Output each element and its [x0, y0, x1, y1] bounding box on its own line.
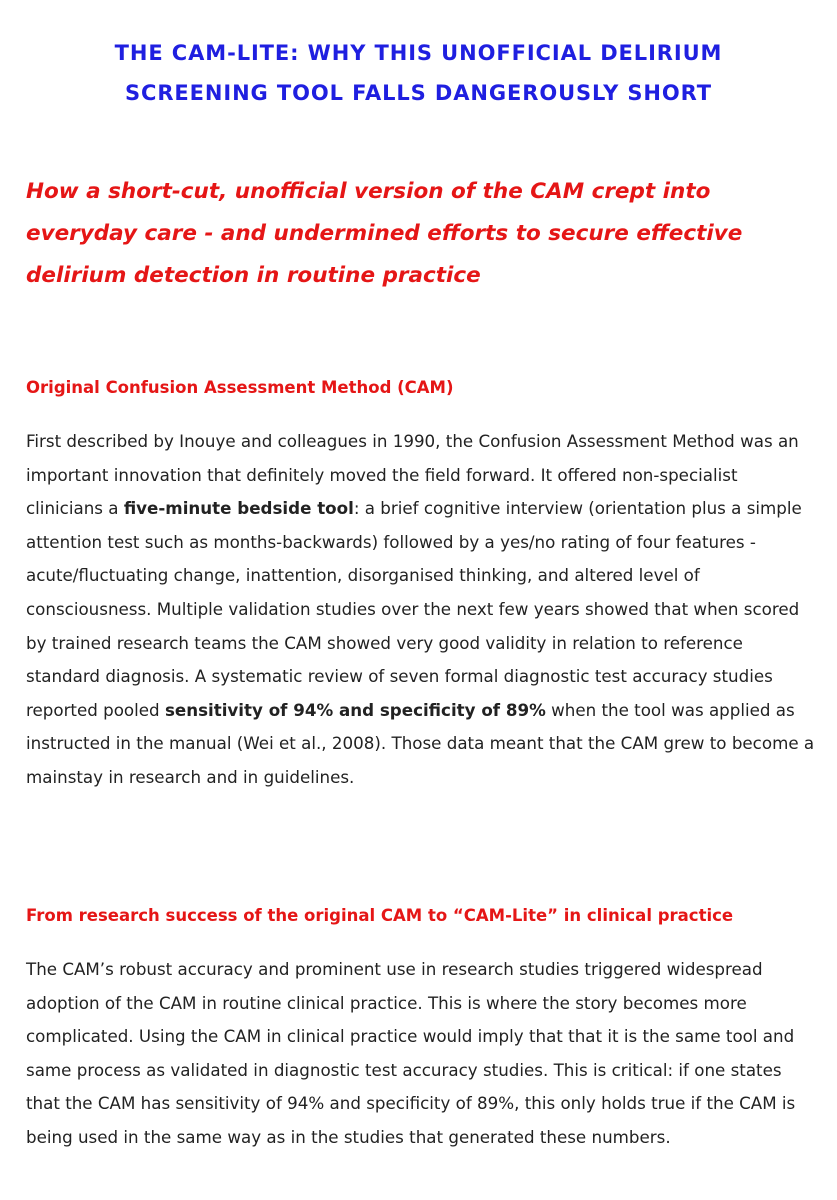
section-heading-original-cam: Original Confusion Assessment Method (CAM): [26, 378, 454, 397]
emphasis-five-minute-tool: five-minute bedside tool: [123, 498, 354, 519]
paragraph-text: when the tool was applied as instructed in the manual (Wei et al., 2008). Those data meant that the CAM grew to become a mainstay in research and in guidelines.: [26, 699, 815, 787]
section-paragraph-cam-lite: The CAM’s robust accuracy and prominent use in research studies triggered widespread adoption of the CAM in routine clinical practice. This is where the story becomes more complicated. Using the CAM in clinical practice would imply that that it is the same tool and same process as validated in diagnostic test accuracy studies. This is critical: if one states that the CAM has sensitivity of 94% and specificity of 89%, this only holds true if the CAM is being used in the same way as in the studies that generated these numbers.: [26, 959, 796, 1147]
section-heading-cam-lite: From research success of the original CAM to “CAM-Lite” in clinical practice: [26, 906, 734, 925]
paragraph-text: : a brief cognitive interview (orientation plus a simple attention test such as months-backwards) followed by a yes/no rating of four features - acute/fluctuating change, inattention, disorganised thinking, and altered level of consciousness. Multiple validation studies over the next few years showed that when scored by trained research teams the CAM showed very good validity in relation to reference standard diagnosis. A systematic review of seven formal diagnostic test accuracy studies reported pooled: [26, 498, 802, 720]
paragraph-text: First described by Inouye and colleagues in 1990, the Confusion Assessment Method was an important innovation that definitely moved the field forward. It offered non-specialist clinicians a: [26, 431, 799, 519]
section-paragraph-original-cam: [26, 425, 816, 795]
article-title-line-1: THE CAM-LITE: WHY THIS UNOFFICIAL DELIRIUM: [114, 41, 723, 65]
emphasis-sensitivity-specificity: sensitivity of 94% and specificity of 89%: [164, 699, 546, 720]
article-title: [0, 33, 837, 113]
article-subtitle: How a short-cut, unofficial version of the CAM crept into everyday care - and undermined efforts to secure effective delirium detection in routine practice: [26, 179, 743, 288]
article-title-line-2: SCREENING TOOL FALLS DANGEROUSLY SHORT: [125, 81, 712, 105]
